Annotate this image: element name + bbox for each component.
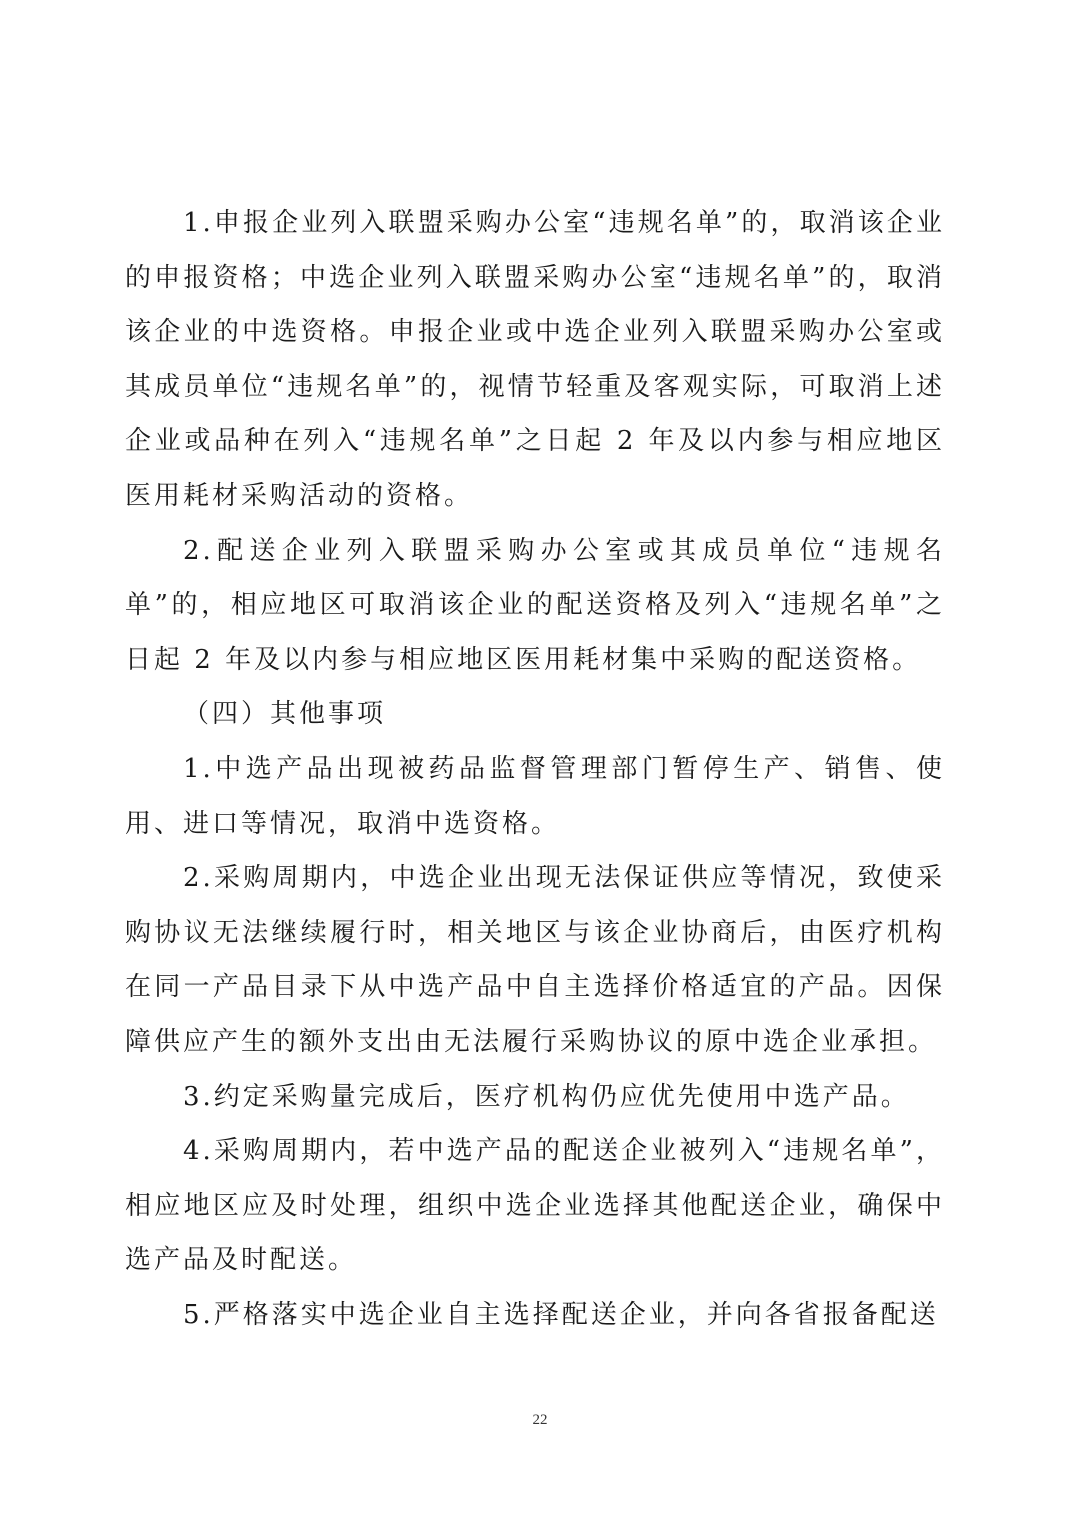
page-number: 22 bbox=[532, 1412, 548, 1428]
section-heading-other-matters: （四）其他事项 bbox=[183, 699, 387, 730]
paragraph-other-5: 5.严格落实中选企业自主选择配送企业，并向各省报备配送 bbox=[183, 1299, 939, 1330]
paragraph-other-4: 4.采购周期内，若中选产品的配送企业被列入“违规名单”，相应地区应及时处理，组织中选企业选择其他配送企业，确保中选产品及时配送。 bbox=[125, 1136, 945, 1276]
paragraph-other-1: 1.中选产品出现被药品监督管理部门暂停生产、销售、使用、进口等情况，取消中选资格。 bbox=[125, 753, 945, 839]
paragraph-violation-applicant: 1.申报企业列入联盟采购办公室“违规名单”的，取消该企业的申报资格；中选企业列入联盟采购办公室“违规名单”的，取消该企业的中选资格。申报企业或中选企业列入联盟采购办公室或其成员单位“违规名单”的，视情节轻重及客观实际，可取消上述企业或品种在列入“违规名单”之日起 2 年及以内参与相应地区医用耗材采购活动的资格。 bbox=[125, 208, 945, 511]
paragraph-other-2: 2.采购周期内，中选企业出现无法保证供应等情况，致使采购协议无法继续履行时，相关地区与该企业协商后，由医疗机构在同一产品目录下从中选产品中自主选择价格适宜的产品。因保障供应产生的额外支出由无法履行采购协议的原中选企业承担。 bbox=[125, 863, 945, 1057]
paragraph-violation-distributor: 2.配送企业列入联盟采购办公室或其成员单位“违规名单”的，相应地区可取消该企业的配送资格及列入“违规名单”之日起 2 年及以内参与相应地区医用耗材集中采购的配送资格。 bbox=[125, 535, 945, 675]
document-body bbox=[125, 196, 945, 1342]
paragraph-other-3: 3.约定采购量完成后，医疗机构仍应优先使用中选产品。 bbox=[183, 1081, 910, 1112]
